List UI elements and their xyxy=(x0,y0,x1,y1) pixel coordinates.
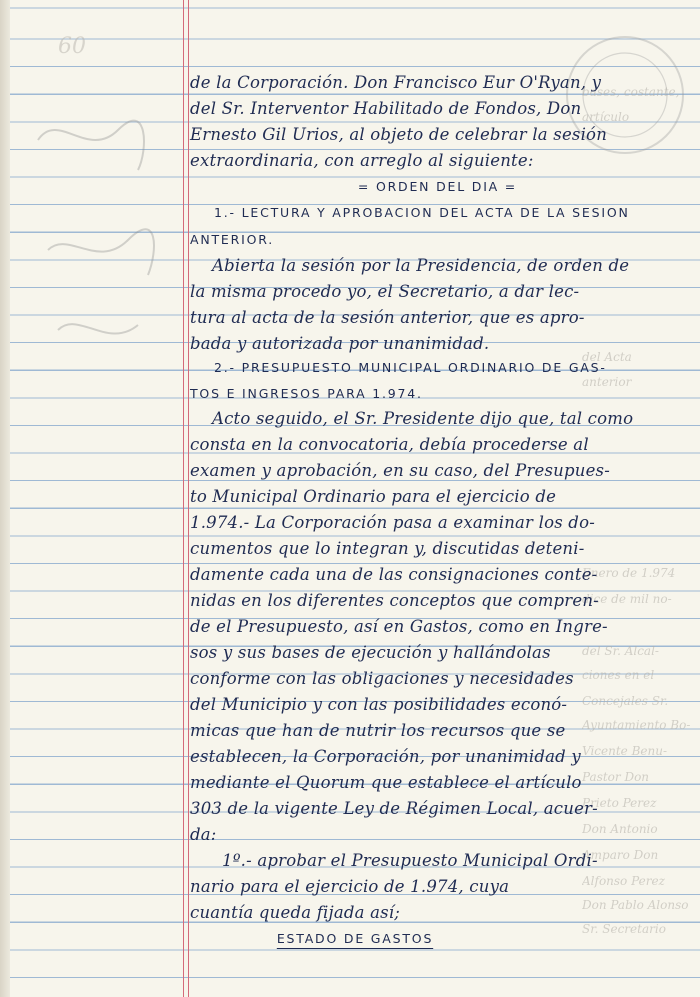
text-line: nidas en los diferentes conceptos que compren- xyxy=(190,591,599,610)
bleed-text: del Acta xyxy=(582,350,632,364)
bleed-text: Amparo Don xyxy=(582,848,659,862)
text-line: del Sr. Interventor Habilitado de Fondos, Don xyxy=(190,99,582,118)
text-line: nario para el ejercicio de 1.974, cuya xyxy=(190,877,510,896)
section-heading: = ORDEN DEL DIA = xyxy=(357,179,518,194)
agenda-item-heading: TOS E INGRESOS PARA 1.974. xyxy=(190,386,423,401)
agenda-item-heading: 2.- PRESUPUESTO MUNICIPAL ORDINARIO DE GAS- xyxy=(214,360,607,375)
page-binding-edge xyxy=(0,0,10,997)
bleed-text: Ayuntamiento Bo- xyxy=(582,718,691,732)
bleed-text: ciones en el xyxy=(582,668,655,682)
text-line: damente cada una de las consignaciones conte- xyxy=(190,565,598,584)
text-line: 1.974.- La Corporación pasa a examinar los do- xyxy=(190,513,595,532)
bleed-text: Sr. Secretario xyxy=(582,922,666,936)
text-line: cuantía queda fijada así; xyxy=(190,903,401,922)
agenda-item-heading: 1.- LECTURA Y APROBACION DEL ACTA DE LA SESION xyxy=(214,205,630,220)
text-line: examen y aprobación, en su caso, del Presupues- xyxy=(190,461,610,480)
bleed-text: Prieto Perez xyxy=(582,796,657,810)
text-line: del Municipio y con las posibilidades econó- xyxy=(190,695,568,714)
text-line: Acto seguido, el Sr. Presidente dijo que, tal como xyxy=(212,409,634,428)
margin-rule-left xyxy=(183,0,184,997)
text-line: Abierta la sesión por la Presidencia, de orden de xyxy=(212,256,630,275)
text-line: conforme con las obligaciones y necesidades xyxy=(190,669,574,688)
bleed-text: dice de mil no- xyxy=(582,592,672,606)
text-line: bada y autorizada por unanimidad. xyxy=(190,334,490,353)
text-line: la misma procedo yo, el Secretario, a dar lec- xyxy=(190,282,580,301)
bleed-text: Alfonso Perez xyxy=(582,874,665,888)
bleed-text: Pastor Don xyxy=(582,770,650,784)
bleed-text: Vicente Benu- xyxy=(582,744,668,758)
page-number: 60 xyxy=(58,34,86,59)
bleed-text: Enero de 1.974 xyxy=(582,566,676,580)
section-title-gastos: ESTADO DE GASTOS xyxy=(276,931,434,946)
bleed-text: Concejales Sr. xyxy=(582,694,669,708)
text-line: mediante el Quorum que establece el artículo xyxy=(190,773,582,792)
bleed-text: artículo xyxy=(582,110,630,124)
text-line: sos y sus bases de ejecución y hallándolas xyxy=(190,643,551,662)
text-line: Ernesto Gil Urios, al objeto de celebrar la sesión xyxy=(190,125,608,144)
text-line: consta en la convocatoria, debía procederse al xyxy=(190,435,589,454)
text-line: 1º.- aprobar el Presupuesto Municipal Ordi- xyxy=(222,851,598,870)
text-line: tura al acta de la sesión anterior, que es apro- xyxy=(190,308,585,327)
text-line: cumentos que lo integran y, discutidas deteni- xyxy=(190,539,585,558)
text-line: 303 de la vigente Ley de Régimen Local, acuer- xyxy=(190,799,598,818)
text-line: de la Corporación. Don Francisco Eur O'Ryan, y xyxy=(190,73,602,92)
signature-bleed-through xyxy=(28,100,168,360)
bleed-text: del Sr. Alcal- xyxy=(582,644,659,658)
text-line: establecen, la Corporación, por unanimidad y xyxy=(190,747,581,766)
text-line: da: xyxy=(190,825,217,844)
text-line: extraordinaria, con arreglo al siguiente: xyxy=(190,151,534,170)
bleed-text: bases, costante, xyxy=(582,85,680,99)
text-line: de el Presupuesto, así en Gastos, como en Ingre- xyxy=(190,617,608,636)
agenda-item-heading: ANTERIOR. xyxy=(190,232,275,247)
bleed-text: anterior xyxy=(582,375,632,389)
text-line: to Municipal Ordinario para el ejercicio de xyxy=(190,487,557,506)
bleed-text: Don Antonio xyxy=(582,822,658,836)
text-line: micas que han de nutrir los recursos que se xyxy=(190,721,566,740)
bleed-text: Don Pablo Alonso xyxy=(582,898,689,912)
